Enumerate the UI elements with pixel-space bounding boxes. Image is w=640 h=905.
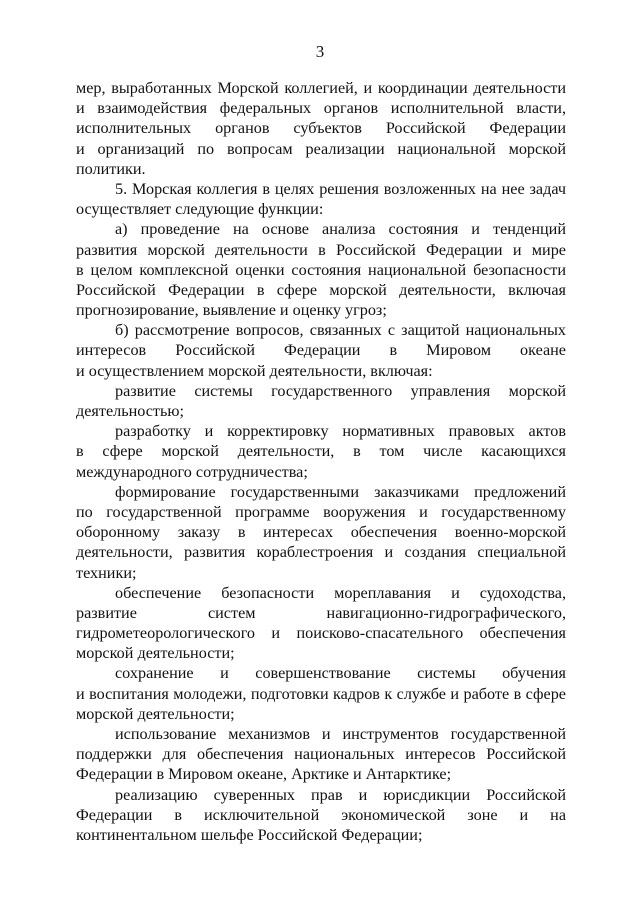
paragraph-9	[76, 663, 566, 724]
text-line: и воспитания молодежи, подготовки кадров к службе и работе в сфере	[76, 684, 566, 703]
text-line: обеспечение безопасности мореплавания и судоходства,	[115, 583, 566, 602]
text-line: развитие систем навигационно-гидрографического,	[76, 603, 566, 622]
text-line: деятельности, развития кораблестроения и создания специальной	[76, 543, 566, 562]
text-line: сохранение и совершенствование системы обучения	[115, 664, 566, 683]
text-line: международного сотрудничества;	[76, 462, 308, 481]
text-line: мер, выработанных Морской коллегией, и координации деятельности	[76, 79, 566, 97]
text-line: развитие системы государственного управления морской	[115, 381, 566, 400]
paragraph-6	[76, 421, 566, 482]
paragraph-2	[76, 179, 566, 219]
text-line: 5. Морская коллегия в целях решения возложенных на нее задач	[115, 179, 566, 198]
paragraph-8	[76, 583, 566, 664]
text-line: техники;	[76, 563, 137, 582]
text-line: развития морской деятельности в Российской Федерации и мире	[76, 240, 566, 259]
text-line: разработку и корректировку нормативных правовых актов	[115, 422, 566, 441]
text-line: формирование государственными заказчиками предложений	[115, 482, 566, 501]
text-line: Федерации в Мировом океане, Арктике и Антарктике;	[76, 765, 452, 784]
paragraph-5	[76, 381, 566, 421]
text-line: по государственной программе вооружения и государственному	[76, 502, 566, 521]
text-line: и взаимодействия федеральных органов исполнительной власти,	[76, 99, 566, 118]
paragraph-1	[76, 78, 566, 179]
text-line: б) рассмотрение вопросов, связанных с защитой национальных	[115, 321, 566, 340]
text-line: деятельностью;	[76, 402, 184, 420]
text-line: и осуществлением морской деятельности, включая:	[76, 361, 433, 380]
text-line: морской деятельности;	[76, 704, 235, 723]
text-line: Российской Федерации в сфере морской деятельности, включая	[76, 280, 566, 299]
text-line: в целом комплексной оценки состояния национальной безопасности	[76, 260, 566, 279]
text-line: в сфере морской деятельности, в том числе касающихся	[76, 442, 566, 461]
paragraph-7	[76, 482, 566, 583]
text-line: морской деятельности;	[76, 644, 235, 663]
text-line: использование механизмов и инструментов государственной	[115, 725, 566, 743]
text-line: и организаций по вопросам реализации национальной морской	[76, 139, 566, 158]
paragraph-11	[76, 785, 566, 846]
text-line: политики.	[76, 159, 146, 178]
document-body	[76, 78, 566, 845]
text-line: прогнозирование, выявление и оценку угроз;	[76, 301, 387, 320]
text-line: реализацию суверенных прав и юрисдикции Российской	[115, 785, 566, 804]
text-line: поддержки для обеспечения национальных интересов Российской	[76, 745, 566, 764]
text-line: оборонному заказу в интересах обеспечения военно-морской	[76, 523, 566, 542]
text-line: осуществляет следующие функции:	[76, 200, 324, 219]
text-line: гидрометеорологического и поисково-спасательного обеспечения	[76, 624, 566, 643]
text-line: континентальном шельфе Российской Федерации;	[76, 825, 423, 844]
paragraph-4	[76, 320, 566, 381]
text-line: интересов Российской Федерации в Мировом океане	[76, 341, 566, 360]
paragraph-10	[76, 724, 566, 785]
text-line: Федерации в исключительной экономической зоне и на	[76, 805, 566, 824]
text-line: исполнительных органов субъектов Российской Федерации	[76, 119, 566, 138]
text-line: а) проведение на основе анализа состояния и тенденций	[115, 220, 566, 239]
paragraph-3	[76, 219, 566, 320]
page-number: 3	[315, 42, 325, 61]
